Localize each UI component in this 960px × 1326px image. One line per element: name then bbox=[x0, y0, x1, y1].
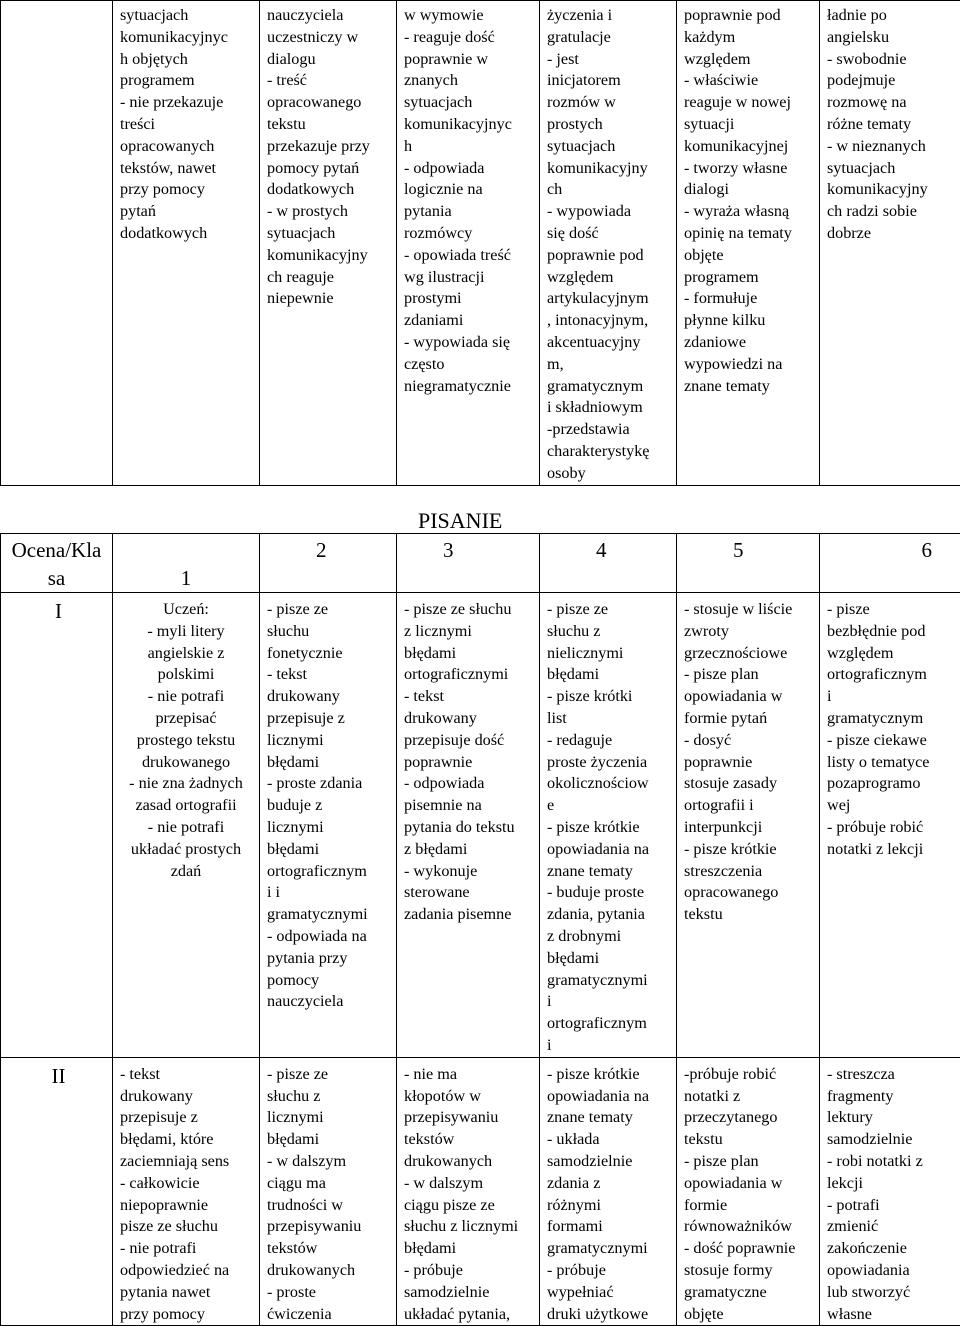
text-line: słuchu z licznymi bbox=[404, 1216, 536, 1238]
top-cell-0 bbox=[1, 1, 113, 486]
text-line: e bbox=[547, 795, 673, 817]
text-line: -próbuje robić bbox=[684, 1064, 816, 1086]
text-line: , intonacyjnym, bbox=[547, 310, 673, 332]
text-line: - próbuje bbox=[404, 1260, 536, 1282]
text-line: pytania nawet bbox=[120, 1282, 256, 1304]
text-line: każdym bbox=[684, 27, 816, 49]
text-line: - tekst bbox=[267, 664, 393, 686]
text-line: dobrze bbox=[827, 223, 957, 245]
text-line: opowiadania w bbox=[684, 686, 816, 708]
text-line: drukowanego bbox=[116, 752, 256, 774]
top-cell-5 bbox=[677, 1, 820, 486]
text-line: ch reaguje bbox=[267, 267, 393, 289]
text-line: niepewnie bbox=[267, 288, 393, 310]
text-line: ciągu ma bbox=[267, 1173, 393, 1195]
table-row bbox=[1, 1057, 960, 1326]
text-line: - pisze krótkie bbox=[684, 839, 816, 861]
text-line: licznymi bbox=[267, 817, 393, 839]
text-line: fragmenty bbox=[827, 1086, 957, 1108]
text-line: - pisze bbox=[827, 599, 957, 621]
text-line: samodzielnie bbox=[404, 1282, 536, 1304]
text-line: drukowanych bbox=[404, 1151, 536, 1173]
text-line: zdania z bbox=[547, 1173, 673, 1195]
text-line: streszczenia bbox=[684, 861, 816, 883]
text-line: pomocy bbox=[267, 970, 393, 992]
text-line: objęte bbox=[684, 245, 816, 267]
text-line: - pisze ze słuchu bbox=[404, 599, 536, 621]
text-line: samodzielnie bbox=[827, 1129, 957, 1151]
criteria-cell bbox=[260, 1057, 397, 1326]
text-line: dialogi bbox=[684, 179, 816, 201]
text-line: okolicznościow bbox=[547, 773, 673, 795]
text-line: ortograficznym bbox=[267, 861, 393, 883]
text-line: znanych bbox=[404, 70, 536, 92]
text-line: Ocena/Kla bbox=[3, 536, 110, 564]
text-line: - w prostych bbox=[267, 201, 393, 223]
text-line: w wymowie bbox=[404, 5, 536, 27]
text-line: odpowiedzieć na bbox=[120, 1260, 256, 1282]
text-line: przepisywaniu bbox=[404, 1107, 536, 1129]
text-line: przepisuje dość bbox=[404, 730, 536, 752]
text-line: - tekst bbox=[404, 686, 536, 708]
text-line: ciągu pisze ze bbox=[404, 1195, 536, 1217]
text-line: zdaniowe bbox=[684, 332, 816, 354]
text-line: względem bbox=[684, 49, 816, 71]
text-line: pisze ze słuchu bbox=[120, 1216, 256, 1238]
text-line: nauczyciela bbox=[267, 991, 393, 1013]
text-line: sterowane bbox=[404, 882, 536, 904]
text-line: osoby bbox=[547, 463, 673, 485]
criteria-cell bbox=[397, 593, 540, 1058]
text-line: nauczyciela bbox=[267, 5, 393, 27]
text-line: - pisze krótkie bbox=[547, 1064, 673, 1086]
text-line: gramatyczne bbox=[684, 1282, 816, 1304]
criteria-cell bbox=[677, 1057, 820, 1326]
text-line: - nie zna żadnych bbox=[116, 773, 256, 795]
grade-header-1: 1 bbox=[113, 534, 260, 593]
text-line: opowiadania bbox=[827, 1260, 957, 1282]
text-line: - proste zdania bbox=[267, 773, 393, 795]
text-line: z błędami bbox=[404, 839, 536, 861]
text-line: często bbox=[404, 354, 536, 376]
text-line: zwroty bbox=[684, 621, 816, 643]
top-cell-1 bbox=[113, 1, 260, 486]
text-line: pytań bbox=[120, 201, 256, 223]
text-line: sytuacjach bbox=[267, 223, 393, 245]
text-line: opowiadania na bbox=[547, 839, 673, 861]
text-line: komunikacyjny bbox=[547, 158, 673, 180]
text-line: - odpowiada bbox=[404, 158, 536, 180]
text-line: rozmowę na bbox=[827, 92, 957, 114]
text-line: - swobodnie bbox=[827, 49, 957, 71]
top-cell-3 bbox=[397, 1, 540, 486]
text-line: - dosyć bbox=[684, 730, 816, 752]
text-line: - odpowiada na bbox=[267, 926, 393, 948]
text-line: lekcji bbox=[827, 1173, 957, 1195]
text-line: polskimi bbox=[116, 664, 256, 686]
text-line: pisemnie na bbox=[404, 795, 536, 817]
text-line: sytuacji bbox=[684, 114, 816, 136]
text-line: - właściwie bbox=[684, 70, 816, 92]
text-line: i bbox=[547, 991, 673, 1013]
text-line: podejmuje bbox=[827, 70, 957, 92]
text-line: przepisać bbox=[116, 708, 256, 730]
text-line: angielskie z bbox=[116, 643, 256, 665]
text-line: formie pytań bbox=[684, 708, 816, 730]
section-title: PISANIE bbox=[418, 508, 502, 534]
text-line: angielsku bbox=[827, 27, 957, 49]
text-line: - nie potrafi bbox=[120, 1238, 256, 1260]
text-line: komunikacyjnyc bbox=[120, 27, 256, 49]
grade-header-5: 5 bbox=[677, 534, 820, 593]
text-line: płynne kilku bbox=[684, 310, 816, 332]
text-line: dodatkowych bbox=[120, 223, 256, 245]
text-line: komunikacyjny bbox=[267, 245, 393, 267]
text-line: się dość bbox=[547, 223, 673, 245]
text-line: - nie przekazuje bbox=[120, 92, 256, 114]
text-line: ch radzi sobie bbox=[827, 201, 957, 223]
text-line: sytuacjach bbox=[404, 92, 536, 114]
top-cell-6 bbox=[820, 1, 960, 486]
text-line: i bbox=[827, 686, 957, 708]
text-line: pozaprogramo bbox=[827, 773, 957, 795]
text-line: wej bbox=[827, 795, 957, 817]
text-line: stosuje zasady bbox=[684, 773, 816, 795]
text-line: tekstu bbox=[684, 1129, 816, 1151]
text-line: - wykonuje bbox=[404, 861, 536, 883]
text-line: zdaniami bbox=[404, 310, 536, 332]
criteria-cell bbox=[397, 1057, 540, 1326]
text-line: błędami bbox=[547, 664, 673, 686]
text-line: Uczeń: bbox=[116, 599, 256, 621]
text-line: programem bbox=[120, 70, 256, 92]
text-line: układać pytania, bbox=[404, 1304, 536, 1326]
speaking-criteria-table-continued bbox=[0, 0, 960, 486]
text-line: fonetycznie bbox=[267, 643, 393, 665]
text-line: - formułuje bbox=[684, 288, 816, 310]
text-line: przepisywaniu bbox=[267, 1216, 393, 1238]
text-line: - układa bbox=[547, 1129, 673, 1151]
text-line: - tworzy własne bbox=[684, 158, 816, 180]
text-line: - tekst bbox=[120, 1064, 256, 1086]
text-line: drukowany bbox=[120, 1086, 256, 1108]
text-line: niegramatycznie bbox=[404, 376, 536, 398]
text-line: wg ilustracji bbox=[404, 267, 536, 289]
text-line: i bbox=[547, 1035, 673, 1057]
text-line: zakończenie bbox=[827, 1238, 957, 1260]
text-line: prostego tekstu bbox=[116, 730, 256, 752]
text-line: sytuacjach bbox=[827, 158, 957, 180]
text-line: zaciemniają sens bbox=[120, 1151, 256, 1173]
text-line: słuchu z bbox=[267, 1086, 393, 1108]
text-line: tekstów, nawet bbox=[120, 158, 256, 180]
text-line: względem bbox=[547, 267, 673, 289]
class-level-label: I bbox=[1, 593, 113, 1058]
grade-header-2: 2 bbox=[260, 534, 397, 593]
text-line: układać prostych bbox=[116, 839, 256, 861]
text-line: rozmów w bbox=[547, 92, 673, 114]
text-line: zdań bbox=[116, 861, 256, 883]
text-line: reaguje w nowej bbox=[684, 92, 816, 114]
text-line: - próbuje bbox=[547, 1260, 673, 1282]
text-line: gramatycznym bbox=[547, 376, 673, 398]
text-line: - całkowicie bbox=[120, 1173, 256, 1195]
text-line: charakterystykę bbox=[547, 441, 673, 463]
text-line: interpunkcji bbox=[684, 817, 816, 839]
text-line: notatki z bbox=[684, 1086, 816, 1108]
text-line: niepoprawnie bbox=[120, 1195, 256, 1217]
text-line: słuchu z bbox=[547, 621, 673, 643]
text-line: ortograficznymi bbox=[404, 664, 536, 686]
text-line: - pisze ze bbox=[547, 599, 673, 621]
text-line: formie bbox=[684, 1195, 816, 1217]
text-line: i składniowym bbox=[547, 397, 673, 419]
text-line: - wypowiada się bbox=[404, 332, 536, 354]
text-line: opinię na tematy bbox=[684, 223, 816, 245]
text-line: tekstu bbox=[267, 114, 393, 136]
text-line: tekstu bbox=[684, 904, 816, 926]
text-line: - pisze ze bbox=[267, 1064, 393, 1086]
text-line: - proste bbox=[267, 1282, 393, 1304]
text-line: - potrafi bbox=[827, 1195, 957, 1217]
text-line: i i bbox=[267, 882, 393, 904]
text-line: przepisuje z bbox=[267, 708, 393, 730]
text-line: - wypowiada bbox=[547, 201, 673, 223]
header-row bbox=[1, 534, 960, 593]
text-line: samodzielnie bbox=[547, 1151, 673, 1173]
text-line: różnymi bbox=[547, 1195, 673, 1217]
text-line: artykulacyjnym bbox=[547, 288, 673, 310]
text-line: znane tematy bbox=[547, 861, 673, 883]
text-line: znane tematy bbox=[684, 376, 816, 398]
text-line: logicznie na bbox=[404, 179, 536, 201]
grade-header-3: 3 bbox=[397, 534, 540, 593]
text-line: - pisze krótki bbox=[547, 686, 673, 708]
text-line: - robi notatki z bbox=[827, 1151, 957, 1173]
text-line: ładnie po bbox=[827, 5, 957, 27]
text-line: - myli litery bbox=[116, 621, 256, 643]
text-line: prostymi bbox=[404, 288, 536, 310]
text-line: - próbuje robić bbox=[827, 817, 957, 839]
text-line: - jest bbox=[547, 49, 673, 71]
text-line: licznymi bbox=[267, 730, 393, 752]
text-line: - treść bbox=[267, 70, 393, 92]
text-line: opowiadania w bbox=[684, 1173, 816, 1195]
text-line: drukowanych bbox=[267, 1260, 393, 1282]
text-line: przepisuje z bbox=[120, 1107, 256, 1129]
text-line: - reaguje dość bbox=[404, 27, 536, 49]
text-line: bezbłędnie pod bbox=[827, 621, 957, 643]
criteria-cell bbox=[677, 593, 820, 1058]
text-line: inicjatorem bbox=[547, 70, 673, 92]
text-line: błędami bbox=[267, 752, 393, 774]
text-line: opracowanego bbox=[684, 882, 816, 904]
class-level-label: II bbox=[1, 1057, 113, 1326]
text-line: m, bbox=[547, 354, 673, 376]
text-line: komunikacyjnyc bbox=[404, 114, 536, 136]
text-line: buduje z bbox=[267, 795, 393, 817]
text-line: pytania przy bbox=[267, 948, 393, 970]
text-line: - pisze plan bbox=[684, 1151, 816, 1173]
text-line: - pisze krótkie bbox=[547, 817, 673, 839]
text-line: proste życzenia bbox=[547, 752, 673, 774]
text-line: gramatycznymi bbox=[547, 970, 673, 992]
text-line: błędami bbox=[267, 839, 393, 861]
text-line: - streszcza bbox=[827, 1064, 957, 1086]
text-line: poprawnie bbox=[684, 752, 816, 774]
text-line: słuchu bbox=[267, 621, 393, 643]
text-line: wypowiedzi na bbox=[684, 354, 816, 376]
writing-criteria-table bbox=[0, 533, 960, 1326]
criteria-cell bbox=[260, 593, 397, 1058]
text-line: z drobnymi bbox=[547, 926, 673, 948]
text-line: pomocy pytań bbox=[267, 158, 393, 180]
text-line: h objętych bbox=[120, 49, 256, 71]
table-row bbox=[1, 1, 960, 486]
text-line: ch bbox=[547, 179, 673, 201]
text-line: poprawnie pod bbox=[684, 5, 816, 27]
text-line: opracowanego bbox=[267, 92, 393, 114]
text-line: błędami bbox=[404, 643, 536, 665]
text-line: notatki z lekcji bbox=[827, 839, 957, 861]
criteria-cell bbox=[113, 1057, 260, 1326]
text-line: h bbox=[404, 136, 536, 158]
text-line: prostych bbox=[547, 114, 673, 136]
text-line: opowiadania na bbox=[547, 1086, 673, 1108]
text-line: lektury bbox=[827, 1107, 957, 1129]
text-line: - nie potrafi bbox=[116, 817, 256, 839]
text-line: sytuacjach bbox=[547, 136, 673, 158]
text-line: ortograficznym bbox=[547, 1013, 673, 1035]
criteria-cell bbox=[820, 1057, 960, 1326]
text-line: drukowany bbox=[404, 708, 536, 730]
text-line: drukowany bbox=[267, 686, 393, 708]
text-line: druki użytkowe bbox=[547, 1304, 673, 1326]
grade-header-4: 4 bbox=[540, 534, 677, 593]
top-cell-2 bbox=[260, 1, 397, 486]
text-line: pytania bbox=[404, 201, 536, 223]
text-line: - redaguje bbox=[547, 730, 673, 752]
text-line: - pisze ciekawe bbox=[827, 730, 957, 752]
criteria-cell bbox=[540, 593, 677, 1058]
text-line: - dość poprawnie bbox=[684, 1238, 816, 1260]
text-line: różne tematy bbox=[827, 114, 957, 136]
text-line: nielicznymi bbox=[547, 643, 673, 665]
text-line: listy o tematyce bbox=[827, 752, 957, 774]
text-line: gratulacje bbox=[547, 27, 673, 49]
text-line: komunikacyjny bbox=[827, 179, 957, 201]
text-line: znane tematy bbox=[547, 1107, 673, 1129]
text-line: gramatycznymi bbox=[547, 1238, 673, 1260]
text-line: - pisze ze bbox=[267, 599, 393, 621]
text-line: dodatkowych bbox=[267, 179, 393, 201]
text-line: komunikacyjnej bbox=[684, 136, 816, 158]
text-line: list bbox=[547, 708, 673, 730]
text-line: przy pomocy bbox=[120, 179, 256, 201]
text-line: uczestniczy w bbox=[267, 27, 393, 49]
text-line: poprawnie pod bbox=[547, 245, 673, 267]
text-line: -przedstawia bbox=[547, 419, 673, 441]
text-line: objęte bbox=[684, 1304, 816, 1326]
text-line: wypełniać bbox=[547, 1282, 673, 1304]
text-line: dialogu bbox=[267, 49, 393, 71]
text-line: - w dalszym bbox=[267, 1151, 393, 1173]
text-line: - w dalszym bbox=[404, 1173, 536, 1195]
text-line: błędami bbox=[547, 948, 673, 970]
text-line: - nie ma bbox=[404, 1064, 536, 1086]
top-cell-4 bbox=[540, 1, 677, 486]
text-line: - wyraża własną bbox=[684, 201, 816, 223]
text-line: sa bbox=[3, 564, 110, 592]
text-line: programem bbox=[684, 267, 816, 289]
text-line: - w nieznanych bbox=[827, 136, 957, 158]
text-line: treści bbox=[120, 114, 256, 136]
text-line: - pisze plan bbox=[684, 664, 816, 686]
text-line: lub stworzyć bbox=[827, 1282, 957, 1304]
text-line: gramatycznym bbox=[827, 708, 957, 730]
text-line: przy pomocy bbox=[120, 1304, 256, 1326]
text-line: akcentuacyjny bbox=[547, 332, 673, 354]
text-line: kłopotów w bbox=[404, 1086, 536, 1108]
text-line: - opowiada treść bbox=[404, 245, 536, 267]
text-line: ćwiczenia bbox=[267, 1304, 393, 1326]
text-line: opracowanych bbox=[120, 136, 256, 158]
table-row bbox=[1, 593, 960, 1058]
text-line: - buduje proste bbox=[547, 882, 673, 904]
text-line: tekstów bbox=[267, 1238, 393, 1260]
text-line: przeczytanego bbox=[684, 1107, 816, 1129]
text-line: przekazuje przy bbox=[267, 136, 393, 158]
text-line: błędami bbox=[404, 1238, 536, 1260]
criteria-cell bbox=[113, 593, 260, 1058]
text-line: rozmówcy bbox=[404, 223, 536, 245]
text-line: życzenia i bbox=[547, 5, 673, 27]
text-line: zmienić bbox=[827, 1216, 957, 1238]
criteria-cell bbox=[540, 1057, 677, 1326]
text-line: - odpowiada bbox=[404, 773, 536, 795]
text-line: ortografii i bbox=[684, 795, 816, 817]
text-line: trudności w bbox=[267, 1195, 393, 1217]
grade-header-6: 6 bbox=[820, 534, 960, 593]
text-line: tekstów bbox=[404, 1129, 536, 1151]
text-line: grzecznościowe bbox=[684, 643, 816, 665]
text-line: względem bbox=[827, 643, 957, 665]
grade-class-header bbox=[1, 534, 113, 593]
text-line: zdania, pytania bbox=[547, 904, 673, 926]
text-line: licznymi bbox=[267, 1107, 393, 1129]
text-line: zasad ortografii bbox=[116, 795, 256, 817]
text-line: z licznymi bbox=[404, 621, 536, 643]
text-line: własne bbox=[827, 1304, 957, 1326]
text-line: - nie potrafi bbox=[116, 686, 256, 708]
text-line: pytania do tekstu bbox=[404, 817, 536, 839]
text-line: formami bbox=[547, 1216, 673, 1238]
text-line: gramatycznymi bbox=[267, 904, 393, 926]
text-line: poprawnie bbox=[404, 752, 536, 774]
text-line: stosuje formy bbox=[684, 1260, 816, 1282]
text-line: błędami bbox=[267, 1129, 393, 1151]
text-line: równoważników bbox=[684, 1216, 816, 1238]
text-line: błędami, które bbox=[120, 1129, 256, 1151]
text-line: zadania pisemne bbox=[404, 904, 536, 926]
text-line: ortograficznym bbox=[827, 664, 957, 686]
criteria-cell bbox=[820, 593, 960, 1058]
text-line: sytuacjach bbox=[120, 5, 256, 27]
text-line: poprawnie w bbox=[404, 49, 536, 71]
text-line: - stosuje w liście bbox=[684, 599, 816, 621]
